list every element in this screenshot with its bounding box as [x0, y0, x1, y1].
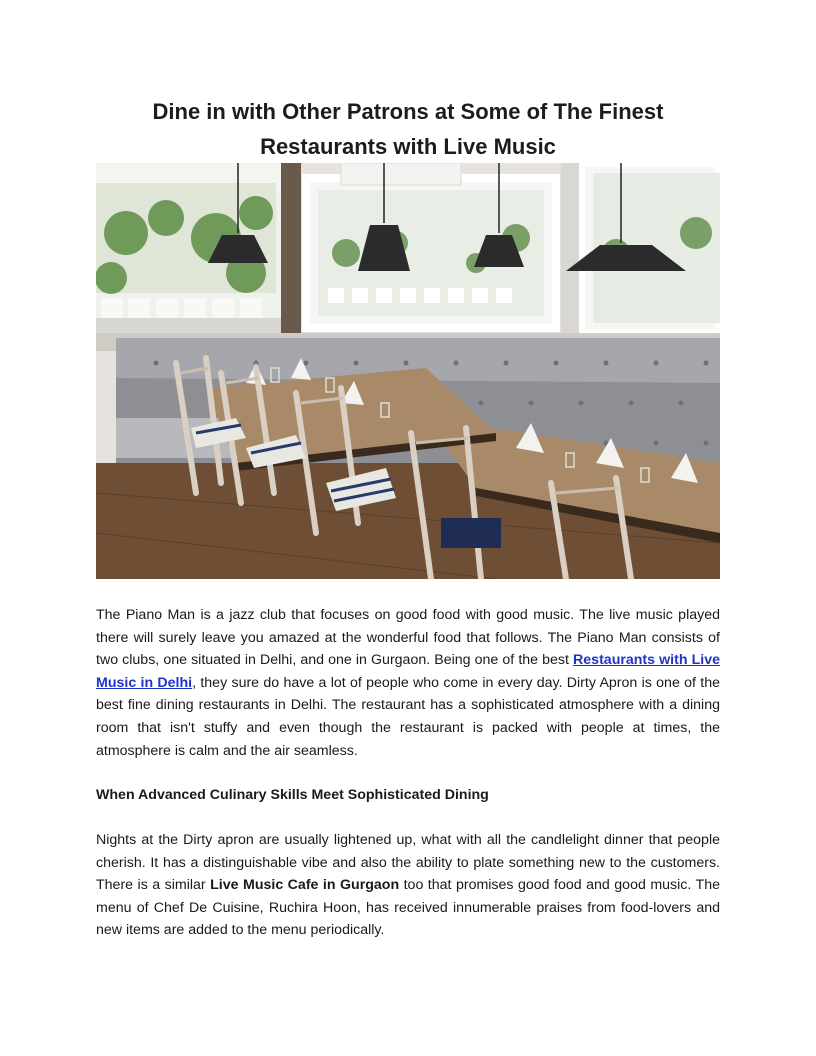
live-music-cafe-gurgaon-text: Live Music Cafe in Gurgaon [210, 877, 400, 894]
restaurant-interior-photo [96, 163, 720, 579]
intro-paragraph: The Piano Man is a jazz club that focuses on good food with good music. The live music played there will surely leave you amazed at the wonderful food that follows. The Piano Man consists of two clubs, one situated in Delhi, and one in Gurgaon. Being one of the best Restaurants with Live Music in Delhi, they sure do have a lot of people who come in every day. Dirty Apron is one of the best fine dining restaurants in Delhi. The restaurant has a sophisticated atmosphere with a dining room that isn't stuffy and even though the restaurant is packed with people at times, the atmosphere is calm and the air seamless. [96, 607, 720, 759]
section-heading: When Advanced Culinary Skills Meet Sophisticated Dining [96, 787, 489, 803]
restaurants-live-music-delhi-link[interactable]: Restaurants with Live Music in Delhi [96, 652, 720, 691]
body-paragraph: Nights at the Dirty apron are usually lightened up, what with all the candlelight dinner that people cherish. It has a distinguishable vibe and also the ability to plate something new to the customers. There is a similar Live Music Cafe in Gurgaon too that promises good food and good music. The menu of Chef De Cuisine, Ruchira Hoon, has received innumerable praises from food-lovers and new items are added to the menu periodically. [96, 832, 720, 939]
page-title: Dine in with Other Patrons at Some of The Finest Restaurants with Live Music [152, 99, 664, 159]
